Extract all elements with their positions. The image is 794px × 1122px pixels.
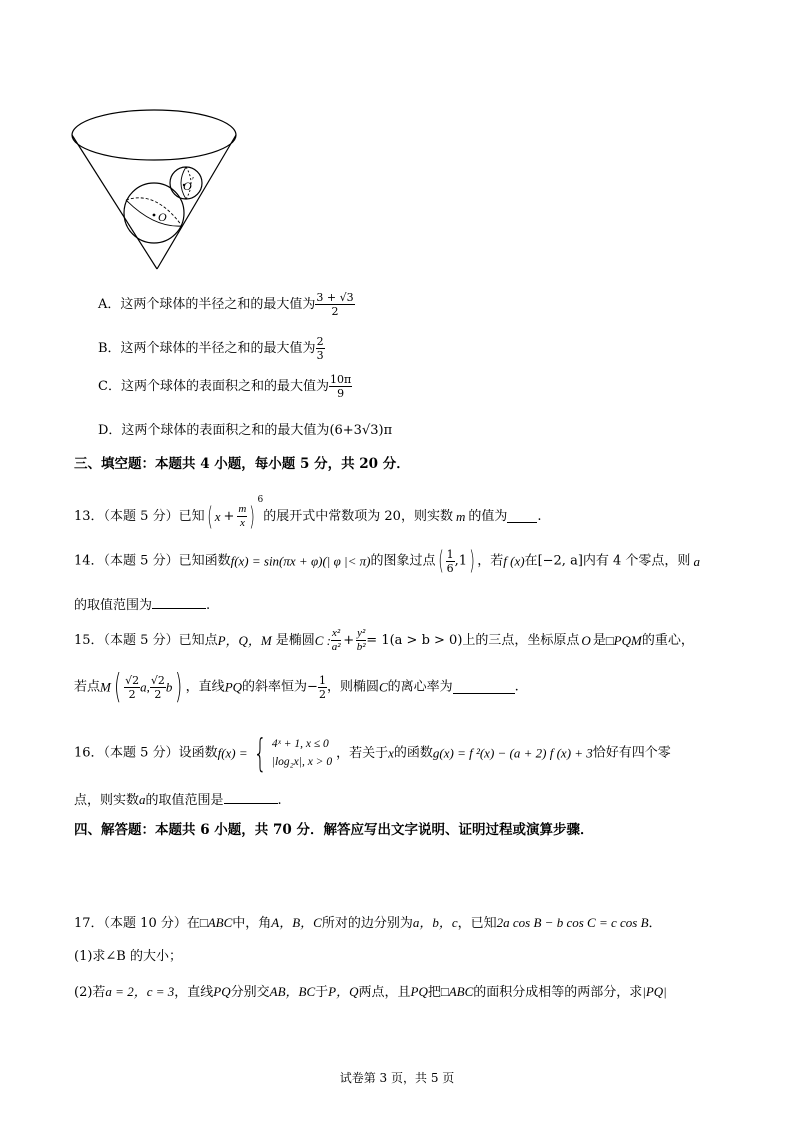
section-3-title: 三、填空题：本题共 4 小题，每小题 5 分，共 20 分． (74, 456, 410, 472)
q17-p2-mid2: 分别交 (230, 985, 270, 1000)
q17-p2-ab: AB，BC (269, 984, 316, 999)
q15-paren-right: ) (175, 667, 183, 707)
option-c-den: 9 (337, 387, 345, 400)
option-a-num: 3 + √3 (316, 291, 354, 304)
large-sphere (124, 183, 184, 243)
option-b-frac (316, 336, 325, 361)
cone-right-edge (157, 135, 236, 269)
q15-m-frac2 (150, 675, 166, 700)
label-o-large: O (158, 210, 167, 224)
q16-answer-blank[interactable] (224, 791, 278, 804)
q15-y2: y² (357, 627, 366, 639)
q14-mid: 的图象过点 (370, 553, 436, 569)
q17-abc: A，B，C (271, 915, 322, 930)
q13-prefix: 13．（本题 5 分）已知 (74, 509, 205, 524)
q16-fx: f(x) = (217, 745, 248, 761)
q14-func: f(x) = sin(πx + φ)(| φ |< π) (230, 553, 371, 569)
q15-line2-tail2: 的离心率为 (387, 679, 453, 695)
q16-mid2: 的函数 (393, 745, 433, 761)
q16-prefix: 16．（本题 5 分）设函数 (74, 745, 218, 761)
q16-g: g(x) = f ²(x) − (a + 2) f (x) + 3 (432, 745, 593, 761)
question-14-line2 (74, 596, 210, 612)
option-c-num: 10π (329, 373, 352, 386)
q16-end: . (277, 793, 282, 808)
q17-p2-pq2: P，Q (328, 984, 359, 999)
q15-m-frac1 (124, 675, 140, 700)
q14-answer-blank[interactable] (152, 596, 206, 609)
q15-x-frac (331, 628, 341, 653)
label-o-small-prime: ′ (192, 176, 195, 187)
q16-mid: ，若关于 (336, 745, 389, 761)
option-b-text: B．这两个球体的半径之和的最大值为 (98, 341, 316, 356)
cone-top-ellipse (72, 110, 236, 160)
question-17-part1: (1)求∠B 的大小； (74, 949, 182, 964)
q17-end: ． (648, 916, 662, 931)
label-o-small: O (183, 179, 192, 193)
q13-end: . (537, 509, 542, 524)
q14-paren-right: ) (469, 546, 475, 576)
q13-frac-num: m (238, 503, 247, 515)
q15-line2-mid: ，直线 (185, 679, 225, 695)
page-footer: 试卷第 3 页，共 5 页 (339, 1071, 455, 1085)
q15-line2-mid2: 的斜率恒为 (242, 679, 308, 695)
q13-x: x (214, 509, 221, 524)
large-sphere-center (153, 214, 156, 217)
question-16 (74, 731, 671, 775)
option-a (98, 292, 355, 317)
q15-slope-num: 1 (318, 673, 326, 687)
large-sphere-equator (126, 200, 182, 226)
q17-p2-mid4: 两点，且 (358, 985, 411, 1000)
option-a-text: A．这两个球体的半径之和的最大值为 (98, 297, 316, 312)
q15-two-b: 2 (154, 687, 162, 701)
option-a-den: 2 (331, 305, 339, 318)
option-b-num: 2 (316, 335, 324, 348)
q13-rest: 的展开式中常数项为 20，则实数 (263, 509, 453, 524)
q17-sides: a，b，c (412, 915, 458, 930)
q15-b2: b² (356, 641, 366, 653)
q14-mid2: ，若 (477, 553, 504, 569)
q14-in: 在 (524, 553, 538, 569)
q15-slope-den: 2 (318, 687, 326, 701)
q15-c2: C (378, 679, 388, 695)
cone-left-edge (72, 135, 157, 269)
q16-tail: 恰好有四个零 (592, 745, 671, 761)
q15-sqrt2-a: √2 (125, 673, 140, 687)
q13-frac (237, 504, 247, 529)
q15-b-var: b (165, 679, 173, 695)
q15-paren-left: ( (113, 667, 122, 707)
question-13 (74, 496, 542, 530)
q15-sqrt2-b: √2 (150, 673, 165, 687)
question-16-line2 (74, 791, 282, 807)
q15-y-frac (356, 628, 366, 653)
q14-point-num: 1 (446, 547, 454, 561)
q16-case2: |log₂x|, x > 0 (271, 756, 333, 768)
q13-answer-blank[interactable] (507, 510, 537, 523)
q13-var: m (455, 509, 466, 524)
large-sphere-equator-back (126, 198, 182, 226)
q15-tail: 上的三点，坐标原点 (462, 633, 580, 648)
q14-point-den: 6 (446, 561, 454, 575)
option-b (98, 336, 325, 361)
option-a-frac (315, 292, 354, 317)
q15-plus: + (343, 633, 355, 648)
q15-o: O (581, 633, 591, 648)
q15-tri: □PQM (605, 633, 642, 648)
q17-p2-tail: 的面积分成相等的两部分，求 (473, 985, 643, 1000)
q17-mid2: 所对的边分别为 (321, 916, 413, 931)
q17-p2-mid5: 把 (427, 985, 441, 1000)
q15-two-a: 2 (128, 687, 136, 701)
q13-frac-den: x (239, 517, 245, 529)
option-c-text: C．这两个球体的表面积之和的最大值为 (98, 379, 329, 394)
question-17-part2 (74, 985, 667, 999)
q15-m: M (100, 679, 111, 695)
question-15 (74, 628, 694, 653)
q15-answer-blank[interactable] (453, 681, 515, 694)
q13-tail: 的值为 (468, 509, 508, 524)
q15-end: . (514, 679, 519, 695)
q16-line2-prefix: 点，则实数 (74, 793, 140, 808)
q14-a: a (693, 553, 700, 569)
q17-p2-a: a = 2，c = 3 (105, 984, 175, 999)
q17-eq: 2a cos B − b cos C = c cos B (496, 915, 649, 930)
q15-line2-tail: ，则椭圆 (326, 679, 379, 695)
q15-tail3: 的重心， (641, 633, 694, 648)
q15-prefix: 15．（本题 5 分）已知点 (74, 633, 218, 648)
q15-line2-prefix: 若点 (74, 679, 101, 695)
q14-prefix: 14．（本题 5 分）已知函数 (74, 553, 231, 569)
q17-tri: □ABC (199, 915, 233, 930)
question-15-line2 (74, 667, 519, 707)
q14-point-rest: ,1 (454, 553, 468, 569)
q15-a-var: a, (140, 679, 150, 695)
q17-p2-prefix: (2)若 (74, 985, 106, 1000)
q17-p2-pq3: PQ (410, 984, 428, 999)
option-c (98, 374, 352, 399)
q15-pts: P，Q，M (217, 633, 272, 648)
q17-p2-pq: PQ (213, 984, 231, 999)
q14-point-frac (446, 549, 455, 574)
q14-tail: 内有 4 个零点，则 (582, 553, 691, 569)
q15-slope-frac (318, 675, 327, 700)
q16-brace: { (253, 731, 267, 775)
section-4-title: 四、解答题：本题共 6 小题，共 70 分．解答应写出文字说明、证明过程或演算步骤． (74, 822, 594, 838)
q17-prefix: 17．（本题 10 分）在 (74, 916, 200, 931)
q14-line2: 的取值范围为 (74, 598, 153, 613)
q15-eq: = 1(a > b > 0) (366, 633, 463, 648)
q17-p2-abs: |PQ| (642, 984, 667, 999)
q15-a2: a² (331, 641, 341, 653)
q14-end: . (206, 598, 211, 613)
q16-case1: 4ˣ + 1, x ≤ 0 (271, 737, 329, 750)
q14-fx: f (x) (503, 553, 525, 569)
q17-p2-mid: ，直线 (174, 985, 214, 1000)
q17-p2-tri: □ABC (440, 984, 474, 999)
q17-mid: 中，角 (232, 916, 272, 931)
cone-figure (70, 108, 240, 273)
q15-c: C : (314, 633, 332, 648)
q16-cases (272, 735, 332, 772)
q17-mid3: ，已知 (457, 916, 497, 931)
q13-exp: 6 (257, 495, 264, 505)
q16-a: a (139, 792, 146, 807)
question-17 (74, 916, 662, 930)
option-d (98, 424, 392, 437)
q13-plus: + (223, 509, 235, 524)
q15-pq: PQ (224, 679, 243, 695)
option-c-frac (329, 374, 352, 399)
option-d-expr: (6+3√3)π (329, 423, 393, 438)
option-d-text: D．这两个球体的表面积之和的最大值为 (98, 423, 330, 438)
q17-p2-mid3: 于 (315, 985, 329, 1000)
q14-paren-left: ( (437, 546, 444, 576)
q13-paren-right: ) (249, 501, 256, 532)
q15-tail2: 是 (592, 633, 606, 648)
q15-mid: 是椭圆 (275, 633, 315, 648)
q13-paren-left: ( (206, 501, 213, 532)
q15-x2: x² (332, 627, 341, 639)
q15-neg: − (307, 679, 318, 695)
q16-x: x (388, 745, 394, 761)
q16-line2: 的取值范围是 (145, 793, 224, 808)
question-14 (74, 548, 700, 574)
q14-interval: [−2, a] (537, 553, 583, 569)
option-b-den: 3 (316, 349, 324, 362)
